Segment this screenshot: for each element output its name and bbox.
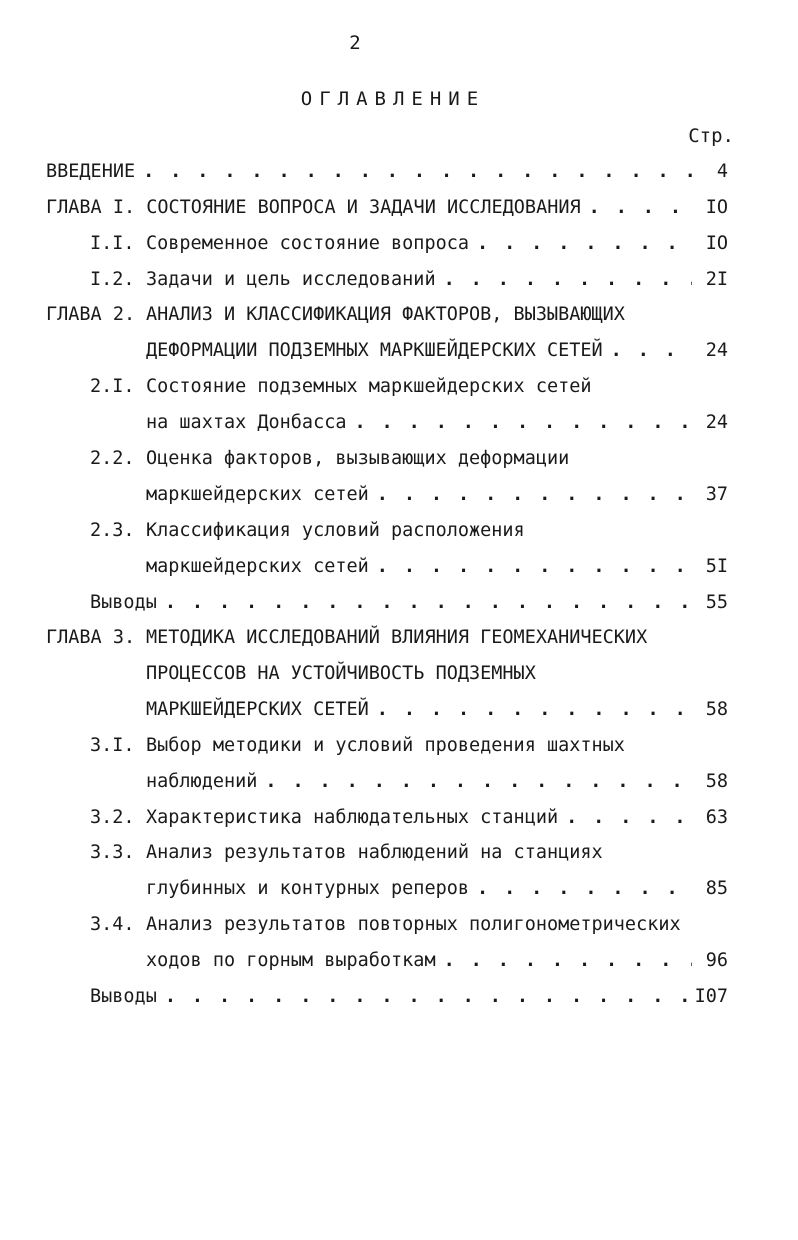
leader-dots xyxy=(143,157,692,187)
toc-label: АНАЛИЗ И КЛАССИФИКАЦИЯ ФАКТОРОВ, ВЫЗЫВАЮЩИХ xyxy=(146,304,625,325)
toc-page: 37 xyxy=(705,484,728,505)
leader-dots xyxy=(377,695,692,725)
toc-number: 2.I. xyxy=(90,376,135,397)
toc-entry-section-3-2 xyxy=(90,803,728,833)
toc-number: I.I. xyxy=(90,233,135,254)
toc-label: ПРОЦЕССОВ НА УСТОЙЧИВОСТЬ ПОДЗЕМНЫХ xyxy=(146,663,536,684)
toc-entry-chapter-1 xyxy=(46,193,728,223)
toc-entry-intro xyxy=(46,157,728,187)
leader-dots xyxy=(165,588,692,618)
toc-label: МАРКШЕЙДЕРСКИХ СЕТЕЙ xyxy=(146,699,369,720)
toc-page: I07 xyxy=(694,986,728,1007)
leader-dots xyxy=(589,193,692,223)
toc-label: ДЕФОРМАЦИИ ПОДЗЕМНЫХ МАРКШЕЙДЕРСКИХ СЕТЕЙ xyxy=(146,340,603,361)
toc-page: 63 xyxy=(705,807,728,828)
toc-label: на шахтах Донбасса xyxy=(146,412,347,433)
toc-number: 2.3. xyxy=(90,520,135,541)
toc-page: IO xyxy=(705,197,728,218)
toc-page: 24 xyxy=(705,340,728,361)
toc-entry-section-2-2 xyxy=(90,444,728,474)
toc-entry-section-2-3 xyxy=(90,516,728,546)
toc-number: 3.4. xyxy=(90,914,135,935)
toc-number: ГЛАВА 3. xyxy=(46,627,136,648)
toc-entry-section-3-3 xyxy=(90,838,728,868)
toc-label: Оценка факторов, вызывающих деформации xyxy=(146,448,570,469)
toc-entry-section-3-4 xyxy=(90,910,728,940)
toc-entry-section-1-1 xyxy=(90,229,728,259)
toc-label: Анализ результатов повторных полигонометрических xyxy=(146,914,681,935)
toc-entry-section-3-4-cont xyxy=(146,946,728,976)
page-title: ОГЛАВЛЕНИЕ xyxy=(300,88,486,110)
toc-page: IO xyxy=(705,233,728,254)
toc-entry-chapter-3-cont-1 xyxy=(146,659,728,689)
toc-label: Анализ результатов наблюдений на станциях xyxy=(146,842,603,863)
toc-label: наблюдений xyxy=(146,771,258,792)
toc-page: 55 xyxy=(705,592,728,613)
leader-dots xyxy=(477,874,692,904)
leader-dots xyxy=(165,982,689,1012)
toc-label: глубинных и контурных реперов xyxy=(146,878,470,899)
toc-page: 24 xyxy=(705,412,728,433)
toc-page: 96 xyxy=(705,950,728,971)
toc-label: Выбор методики и условий проведения шахтных xyxy=(146,735,625,756)
leader-dots xyxy=(444,946,692,976)
toc-label: маркшейдерских сетей xyxy=(146,484,369,505)
toc-label: Выводы xyxy=(90,986,157,1007)
leader-dots xyxy=(377,552,692,582)
toc-entry-section-2-3-cont xyxy=(146,552,728,582)
toc-page: 5I xyxy=(705,556,728,577)
toc-page: 85 xyxy=(705,878,728,899)
page-number: 2 xyxy=(349,32,361,54)
toc-number: 2.2. xyxy=(90,448,135,469)
toc-number: I.2. xyxy=(90,269,135,290)
toc-page: 4 xyxy=(716,161,728,182)
toc-label: Выводы xyxy=(90,592,157,613)
toc-entry-chapter-2-cont xyxy=(146,336,728,366)
toc-entry-section-2-1-cont xyxy=(146,408,728,438)
toc-label: Классификация условий расположения xyxy=(146,520,525,541)
toc-label: ВВЕДЕНИЕ xyxy=(46,161,136,182)
toc-entry-chapter-2 xyxy=(46,300,728,330)
leader-dots xyxy=(265,767,692,797)
toc-entry-conclusions-2 xyxy=(90,588,728,618)
leader-dots xyxy=(566,803,692,833)
toc-entry-chapter-3-cont-2 xyxy=(146,695,728,725)
toc-number: 3.I. xyxy=(90,735,135,756)
toc-entry-section-2-2-cont xyxy=(146,480,728,510)
toc-label: МЕТОДИКА ИССЛЕДОВАНИЙ ВЛИЯНИЯ ГЕОМЕХАНИЧЕСКИХ xyxy=(146,627,648,648)
leader-dots xyxy=(477,229,692,259)
toc-page: 58 xyxy=(705,699,728,720)
toc-entry-conclusions-3 xyxy=(90,982,728,1012)
toc-entry-section-3-1 xyxy=(90,731,728,761)
leader-dots xyxy=(354,408,692,438)
toc-number: ГЛАВА 2. xyxy=(46,304,136,325)
leader-dots xyxy=(444,265,692,295)
toc-entry-section-3-3-cont xyxy=(146,874,728,904)
toc-entry-chapter-3 xyxy=(46,623,728,653)
toc-number: 3.2. xyxy=(90,807,135,828)
toc-label: Современное состояние вопроса xyxy=(146,233,470,254)
toc-label: Состояние подземных маркшейдерских сетей xyxy=(146,376,592,397)
toc-entry-section-3-1-cont xyxy=(146,767,728,797)
toc-entry-section-2-1 xyxy=(90,372,728,402)
toc-page: 2I xyxy=(705,269,728,290)
toc-number: 3.3. xyxy=(90,842,135,863)
leader-dots xyxy=(611,336,692,366)
page-column-label: Стр. xyxy=(688,125,734,147)
toc-entry-section-1-2 xyxy=(90,265,728,295)
toc-label: маркшейдерских сетей xyxy=(146,556,369,577)
toc-label: ходов по горным выработкам xyxy=(146,950,436,971)
leader-dots xyxy=(377,480,692,510)
toc-label: Характеристика наблюдательных станций xyxy=(146,807,559,828)
toc-label: Задачи и цель исследований xyxy=(146,269,436,290)
toc-label: ГЛАВА I. СОСТОЯНИЕ ВОПРОСА И ЗАДАЧИ ИССЛЕДОВАНИЯ xyxy=(46,197,581,218)
toc-page: 58 xyxy=(705,771,728,792)
